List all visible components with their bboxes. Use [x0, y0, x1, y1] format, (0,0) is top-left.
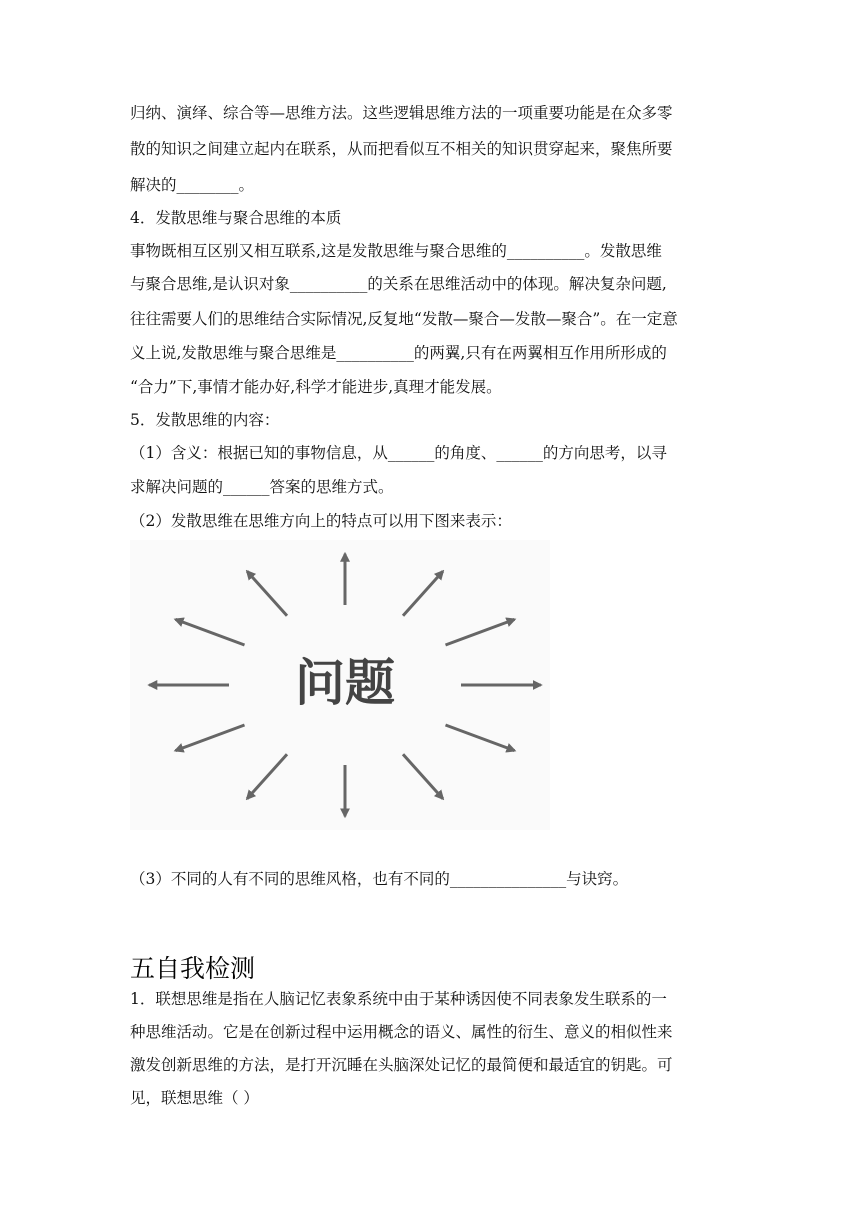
text-line: 散的知识之间建立起内在联系，从而把看似互不相关的知识贯穿起来，聚焦所要: [130, 140, 673, 158]
diagram-arrow: [176, 619, 245, 645]
diagram-arrow: [446, 619, 515, 645]
text-line: 往往需要人们的思维结合实际情况,反复地“发散—聚合—发散—聚合”。在一定意: [130, 310, 678, 328]
text-line: 事物既相互区别又相互联系,这是发散思维与聚合思维的__________。发散思维: [130, 242, 662, 260]
diagram-center-label: 问题: [295, 654, 395, 712]
text-line: 义上说,发散思维与聚合思维是__________的两翼,只有在两翼相互作用所形成的: [130, 344, 667, 362]
text-line: 解决的________。: [130, 176, 255, 194]
question-line: 见，联想思维（ ）: [130, 1089, 259, 1107]
question-line: 种思维活动。它是在创新过程中运用概念的语义、属性的衍生、意义的相似性来: [130, 1023, 673, 1041]
diagram-arrow: [247, 571, 287, 615]
text-line: （1）含义：根据已知的事物信息，从______的角度、______的方向思考，以寻: [130, 444, 667, 462]
question-line: 1．联想思维是指在人脑记忆表象系统中由于某种诱因使不同表象发生联系的一: [130, 990, 667, 1008]
text-line: （3）不同的人有不同的思维风格，也有不同的_______________与诀窍。: [130, 870, 629, 888]
diagram-arrow: [176, 725, 245, 751]
item-heading-5: 5．发散思维的内容：: [130, 411, 280, 429]
diagram-arrow: [446, 725, 515, 751]
diagram-arrow: [247, 754, 287, 798]
diagram-arrow: [403, 571, 443, 615]
text-line: “合力”下,事情才能办好,科学才能进步,真理才能发展。: [130, 378, 502, 396]
divergent-thinking-diagram: [130, 540, 550, 830]
section-heading: 五自我检测: [130, 954, 256, 983]
text-line: （2）发散思维在思维方向上的特点可以用下图来表示：: [130, 512, 512, 530]
diagram-arrow: [403, 754, 443, 798]
question-line: 激发创新思维的方法，是打开沉睡在头脑深处记忆的最简便和最适宜的钥匙。可: [130, 1056, 673, 1074]
text-line: 与聚合思维,是认识对象__________的关系在思维活动中的体现。解决复杂问题,: [130, 275, 667, 293]
text-line: 求解决问题的______答案的思维方式。: [130, 478, 394, 496]
item-heading-4: 4．发散思维与聚合思维的本质: [130, 209, 342, 227]
text-line: 归纳、演绎、综合等—思维方法。这些逻辑思维方法的一项重要功能是在众多零: [130, 104, 673, 122]
